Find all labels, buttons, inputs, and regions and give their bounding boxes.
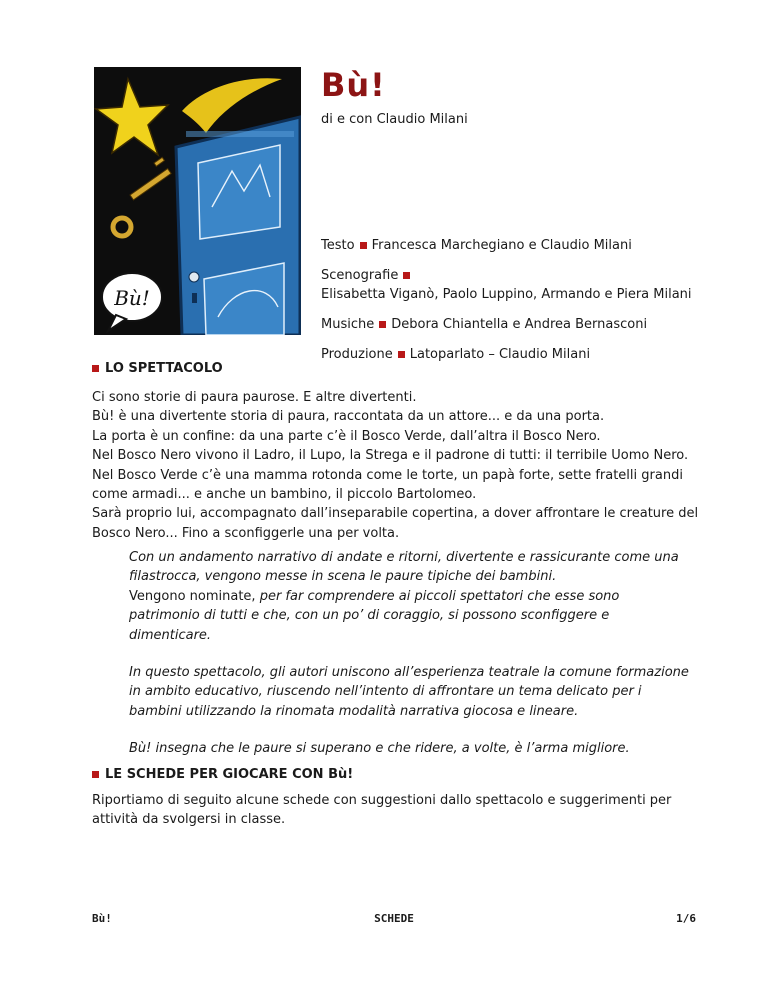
poster-illustration — [94, 67, 301, 335]
credit-names: Latoparlato – Claudio Milani — [409, 347, 591, 362]
quote-paragraph: In questo spettacolo, gli autori uniscono all’esperienza teatrale la comune formazione in ambito educativo, riuscendo nell’intento di affrontare un tema delicato per i bambini utilizzando la rinomata modalità narrativa giocosa e lineare. — [129, 665, 689, 719]
quote-text: Con un andamento narrativo di andate e ritorni, divertente e rassicurante come una filastrocca, vengono messe in scena le paure tipiche dei bambini. — [129, 550, 679, 585]
bullet-square-icon — [92, 771, 99, 778]
credit-produzione — [321, 345, 741, 364]
body-line: La porta è un confine: da una parte c’è il Bosco Verde, dall’altra il Bosco Nero. — [92, 428, 601, 444]
credit-musiche — [321, 315, 741, 334]
section-heading-text: LO SPETTACOLO — [105, 361, 223, 376]
section-heading-text: LE SCHEDE PER GIOCARE CON Bù! — [105, 767, 354, 782]
credit-scenografie — [321, 266, 741, 304]
bullet-square-icon — [398, 351, 405, 358]
section-heading-spettacolo — [92, 361, 223, 376]
quote-text: per far comprendere ai piccoli spettatori che esse sono patrimonio di tutti e che, con un po’ di coraggio, si possono sconfiggere e dimenticare. — [129, 588, 620, 643]
credit-role: Testo — [321, 238, 355, 253]
bullet-square-icon — [403, 272, 410, 279]
bullet-square-icon — [379, 321, 386, 328]
quote-paragraph: Bù! insegna che le paure si superano e che ridere, a volte, è l’arma migliore. — [129, 741, 630, 757]
section-schede-body: Riportiamo di seguito alcune schede con suggestioni dallo spettacolo e suggerimenti per attività da svolgersi in classe. — [92, 793, 672, 828]
poster-art — [94, 67, 301, 335]
body-line: Ci sono storie di paura paurose. E altre divertenti. — [92, 390, 417, 405]
credit-names: Elisabetta Viganò, Paolo Luppino, Armando e Piera Milani — [321, 287, 692, 302]
page-title: Bù! — [321, 66, 386, 104]
credit-testo — [321, 236, 741, 255]
footer-center: SCHEDE — [374, 912, 414, 925]
quote-text-normal: Vengono nominate, — [129, 588, 256, 604]
section-spettacolo-body — [92, 388, 702, 543]
credit-names: Debora Chiantella e Andrea Bernasconi — [391, 317, 648, 332]
body-line: Nel Bosco Nero vivono il Ladro, il Lupo, la Strega e il padrone di tutti: il terribile Uomo Nero. — [92, 448, 689, 464]
credit-role: Scenografie — [321, 268, 399, 283]
section-heading-schede — [92, 767, 353, 782]
quote-paragraph — [129, 548, 689, 645]
bullet-square-icon — [92, 365, 99, 372]
quote-block — [129, 548, 689, 777]
credit-role: Produzione — [321, 347, 393, 362]
footer-left: Bù! — [92, 912, 112, 925]
bubble-text: Bù! — [114, 286, 150, 310]
door-shape — [176, 117, 300, 335]
bullet-square-icon — [360, 242, 367, 249]
body-line: Nel Bosco Verde c’è una mamma rotonda come le torte, un papà forte, sette fratelli grandi come armadi... e anche un bambino, il piccolo Bartolomeo. — [92, 467, 683, 503]
subtitle: di e con Claudio Milani — [321, 112, 468, 127]
body-line: Sarà proprio lui, accompagnato dall’inseparabile copertina, a dover affrontare le creature del Bosco Nero... Fino a sconfiggerle una per volta. — [92, 506, 699, 541]
footer-page-number: 1/6 — [676, 912, 696, 925]
body-line: Bù! è una divertente storia di paura, raccontata da un attore... e da una porta. — [92, 409, 605, 425]
credit-role: Musiche — [321, 317, 375, 332]
page-footer — [92, 912, 696, 928]
credits-block — [321, 236, 741, 375]
credit-names: Francesca Marchegiano e Claudio Milani — [371, 238, 632, 253]
